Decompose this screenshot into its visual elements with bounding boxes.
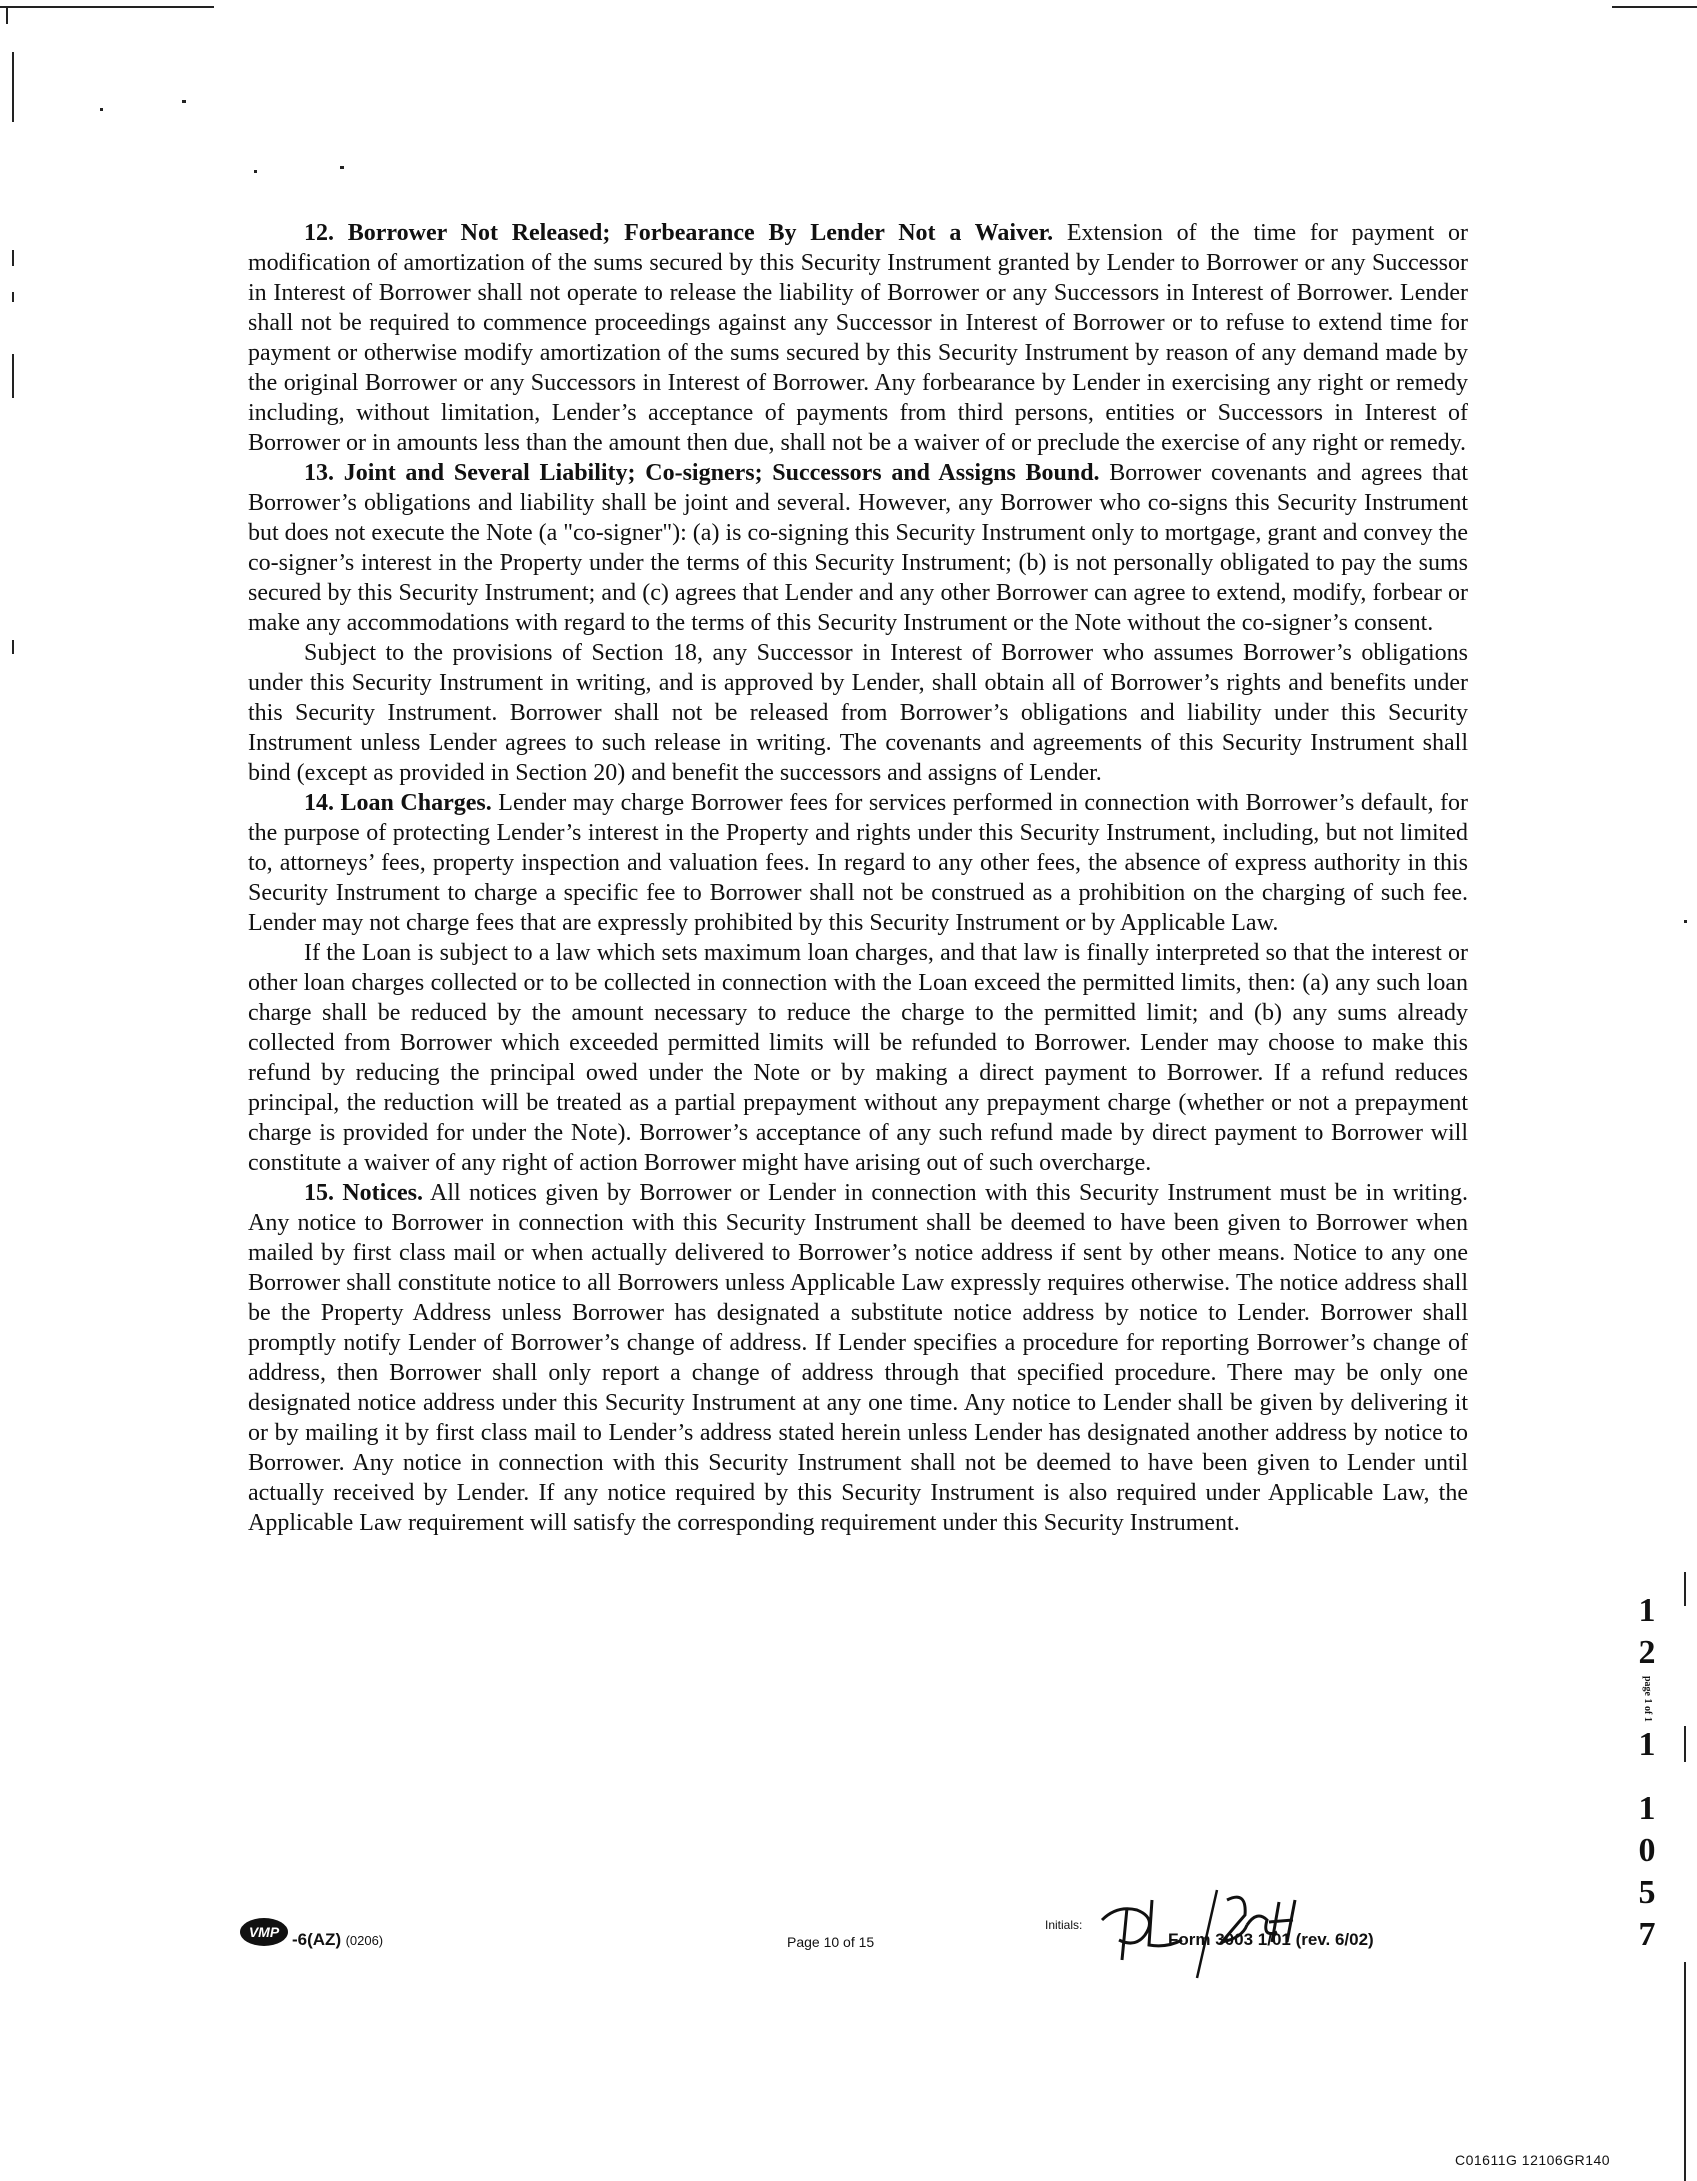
scan-tick-right-2 <box>1684 1726 1686 1762</box>
vmp-logo: VMP <box>240 1918 288 1946</box>
form-number: Form 3003 1/01 (rev. 6/02) <box>1168 1930 1374 1949</box>
side-stamp-digit: 5 <box>1638 1874 1656 1911</box>
scan-tick-left-4 <box>12 354 14 398</box>
section-14-paragraph-2 <box>248 938 1468 1178</box>
initials-label: Initials: <box>1045 1918 1083 1932</box>
crop-mark-top-left-v <box>6 6 8 24</box>
section-12-text: Extension of the time for payment or modification of amortization of the sums secured by this Security Instrument granted by Lender to Borrower or any Successor in Interest of Borrower shall not operate to release the liability of Borrower or any Successors in Interest of Borrower. Lender shall not be required to commence proceedings against any Successor in Interest of Borrower or to refuse to extend time for payment or otherwise modify amortization of the sums secured by this Security Instrument by reason of any demand made by the original Borrower or any Successors in Interest of Borrower. Any forbearance by Lender in exercising any right or remedy including, without limitation, Lender’s acceptance of payments from third persons, entities or Successors in Interest of Borrower or in amounts less than the amount then due, shall not be a waiver of or preclude the exercise of any right or remedy. <box>248 220 1469 456</box>
section-14-text: Lender may charge Borrower fees for services performed in connection with Borrower’s default, for the purpose of protecting Lender’s interest in the Property and rights under this Security Instrument, including, but not limited to, attorneys’ fees, property inspection and valuation fees. In regard to any other fees, the absence of express authority in this Security Instrument to charge a specific fee to Borrower shall not be construed as a prohibition on the charging of such fee. Lender may not charge fees that are expressly prohibited by this Security Instrument or by Applicable Law. <box>248 790 1468 936</box>
section-14-paragraph <box>248 788 1468 938</box>
crop-mark-top-right-h <box>1612 6 1697 8</box>
section-15-paragraph <box>248 1178 1468 1538</box>
page-number: Page 10 of 15 <box>787 1934 875 1950</box>
scan-dot-3 <box>254 170 257 173</box>
document-id: C01611G 12106GR140 <box>1455 2152 1611 2168</box>
crop-mark-top-left-h <box>0 6 214 8</box>
section-13-title: 13. Joint and Several Liability; Co-signers; Successors and Assigns Bound. <box>304 460 1100 486</box>
scan-tick-left-1 <box>12 52 14 122</box>
document-body <box>248 218 1468 1538</box>
scan-dot-1 <box>100 108 103 111</box>
scan-dot-4 <box>340 166 344 169</box>
side-stamp-lower <box>1630 1788 1664 1956</box>
scan-tick-right-1 <box>1684 1572 1686 1606</box>
form-version: (0206) <box>345 1933 384 1948</box>
section-12-paragraph <box>248 218 1468 458</box>
scan-tick-left-2 <box>12 250 14 266</box>
section-13-paragraph <box>248 458 1468 638</box>
side-stamp-digit: 1 <box>1638 1790 1656 1827</box>
scan-tick-left-3 <box>12 292 14 302</box>
section-14-text-2: If the Loan is subject to a law which sets maximum loan charges, and that law is finally interpreted so that the interest or other loan charges collected or to be collected in connection with the Loan exceed the permitted limits, then: (a) any such loan charge shall be reduced by the amount necessary to reduce the charge to the permitted limit; and (b) any sums already collected from Borrower which exceeded permitted limits will be refunded to Borrower. Lender may choose to make this refund by reducing the principal owed under the Note or by making a direct payment to Borrower. If a refund reduces principal, the reduction will be treated as a partial prepayment without any prepayment charge (whether or not a prepayment charge is provided for under the Note). Borrower’s acceptance of any such refund made by direct payment to Borrower will constitute a waiver of any right of action Borrower might have arising out of such overcharge. <box>248 940 1468 1176</box>
side-stamp-digit: 1 <box>1638 1592 1656 1629</box>
side-stamp-digit: 0 <box>1638 1832 1656 1869</box>
section-15-title: 15. Notices. <box>304 1180 423 1206</box>
section-12-title: 12. Borrower Not Released; Forbearance By Lender Not a Waiver. <box>304 220 1054 246</box>
side-stamp-upper <box>1630 1590 1664 1674</box>
side-stamp-digit: 7 <box>1638 1916 1656 1953</box>
form-code-text: -6(AZ) <box>292 1930 342 1949</box>
side-stamp-middle-digit: 1 <box>1638 1726 1656 1763</box>
scan-dot-right <box>1684 920 1687 923</box>
side-stamp-digit: 2 <box>1638 1634 1656 1671</box>
section-13-paragraph-2 <box>248 638 1468 788</box>
scan-dot-2 <box>182 100 186 103</box>
section-13-text: Borrower covenants and agrees that Borrower’s obligations and liability shall be joint and several. However, any Borrower who co-signs this Security Instrument but does not execute the Note (a "co-signer"): (a) is co-signing this Security Instrument only to mortgage, grant and convey the co-signer’s interest in the Property under the terms of this Security Instrument; (b) is not personally obligated to pay the sums secured by this Security Instrument; and (c) agrees that Lender and any other Borrower can agree to extend, modify, forbear or make any accommodations with regard to the terms of this Security Instrument or the Note without the co-signer’s consent. <box>248 460 1468 636</box>
scan-tick-right-3 <box>1684 1962 1686 2181</box>
form-code <box>292 1930 383 1950</box>
scan-tick-left-5 <box>12 640 14 654</box>
section-13-text-2: Subject to the provisions of Section 18, any Successor in Interest of Borrower who assumes Borrower’s obligations under this Security Instrument in writing, and is approved by Lender, shall obtain all of Borrower’s rights and benefits under this Security Instrument. Borrower shall not be released from Borrower’s obligations and liability under this Security Instrument unless Lender agrees to such release in writing. The covenants and agreements of this Security Instrument shall bind (except as provided in Section 20) and benefit the successors and assigns of Lender. <box>248 640 1468 786</box>
side-stamp-small-text: page 1 of 1 <box>1642 1676 1653 1722</box>
section-15-text: All notices given by Borrower or Lender in connection with this Security Instrument must be in writing. Any notice to Borrower in connection with this Security Instrument shall be deemed to have been given to Borrower when mailed by first class mail or when actually delivered to Borrower’s notice address if sent by other means. Notice to any one Borrower shall constitute notice to all Borrowers unless Applicable Law expressly requires otherwise. The notice address shall be the Property Address unless Borrower has designated a substitute notice address by notice to Lender. Borrower shall promptly notify Lender of Borrower’s change of address. If Lender specifies a procedure for reporting Borrower’s change of address, then Borrower shall only report a change of address through that specified procedure. There may be only one designated notice address under this Security Instrument at any one time. Any notice to Lender shall be given by delivering it or by mailing it by first class mail to Lender’s address stated herein unless Lender has designated another address by notice to Borrower. Any notice in connection with this Security Instrument shall not be deemed to have been given to Lender until actually received by Lender. If any notice required by this Security Instrument is also required under Applicable Law, the Applicable Law requirement will satisfy the corresponding requirement under this Security Instrument. <box>248 1180 1468 1536</box>
section-14-title: 14. Loan Charges. <box>304 790 492 816</box>
